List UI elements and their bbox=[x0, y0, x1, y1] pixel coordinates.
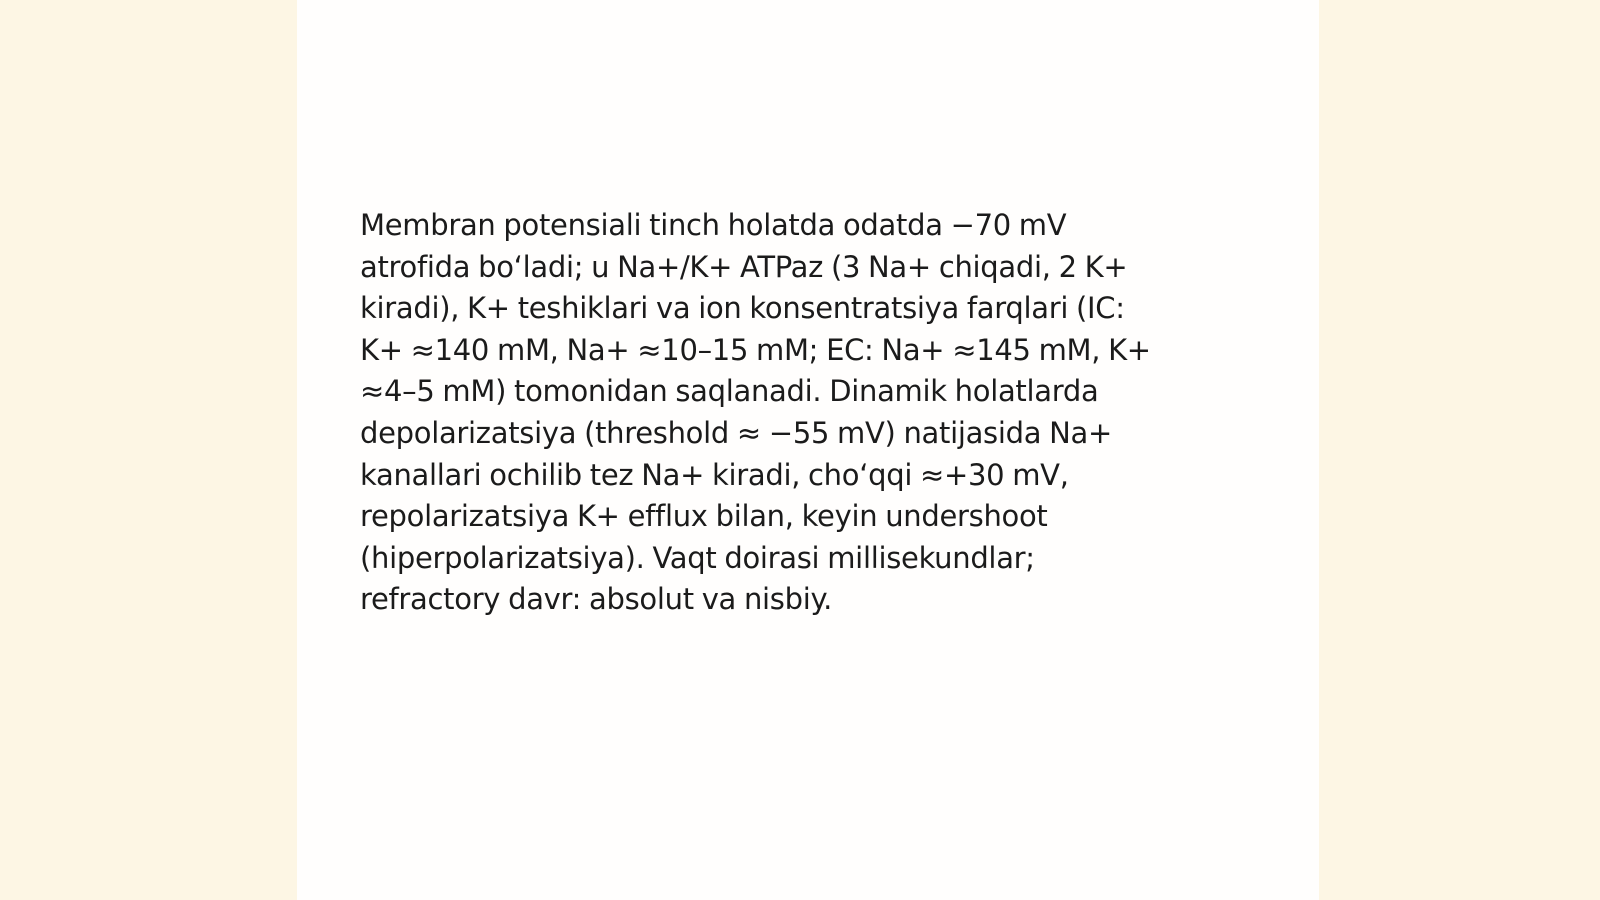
paragraph-line: depolarizatsiya (threshold ≈ −55 mV) natijasida Na+ bbox=[360, 415, 1112, 450]
paragraph-line: atrofida bo‘ladi; u Na+/K+ ATPaz (3 Na+ chiqadi, 2 K+ bbox=[360, 249, 1128, 284]
paragraph-line: kiradi), K+ teshiklari va ion konsentratsiya farqlari (IC: bbox=[360, 291, 1125, 326]
paragraph-line: ≈4–5 mM) tomonidan saqlanadi. Dinamik holatlarda bbox=[360, 374, 1099, 409]
paragraph-line: repolarizatsiya K+ efflux bilan, keyin undershoot bbox=[360, 499, 1048, 534]
document-page bbox=[297, 0, 1319, 900]
paragraph-line: (hiperpolarizatsiya). Vaqt doirasi millisekundlar; bbox=[360, 540, 1035, 575]
paragraph-line: refractory davr: absolut va nisbiy. bbox=[360, 582, 833, 617]
body-paragraph bbox=[360, 205, 1260, 621]
paragraph-line: kanallari ochilib tez Na+ kiradi, cho‘qqi ≈+30 mV, bbox=[360, 457, 1069, 492]
paragraph-line: K+ ≈140 mM, Na+ ≈10–15 mM; EC: Na+ ≈145 mM, K+ bbox=[360, 332, 1151, 367]
paragraph-line: Membran potensiali tinch holatda odatda −70 mV bbox=[360, 208, 1067, 242]
